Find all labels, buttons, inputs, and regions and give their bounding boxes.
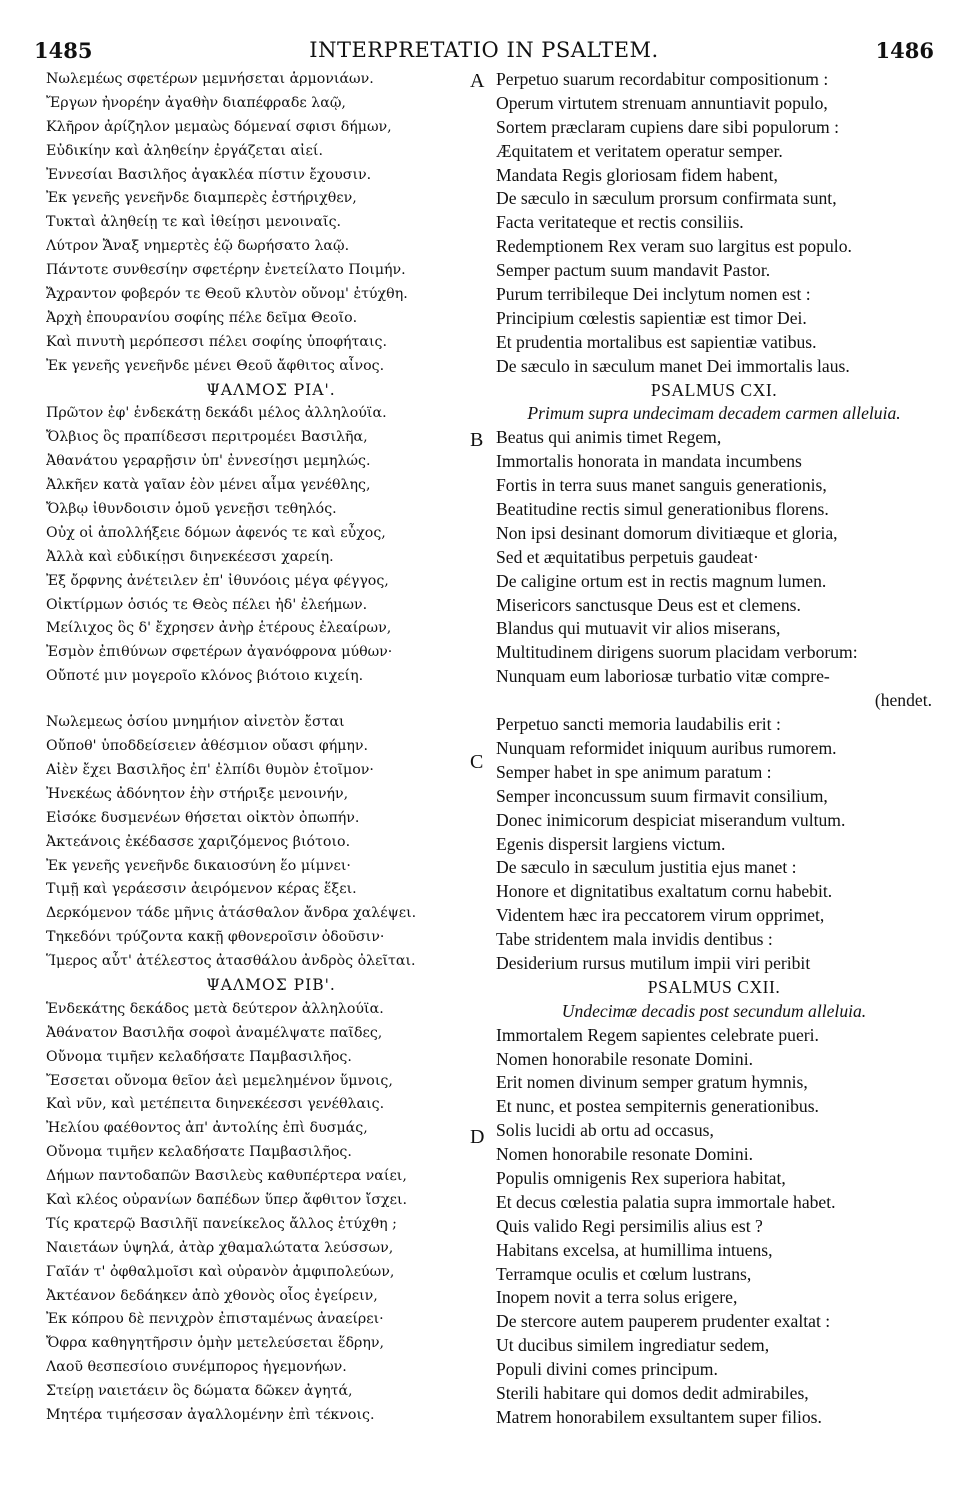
verse-line: Οὔποθ' ὑποδδείσειεν ἀθέσμιον οὔασι φήμην. <box>46 738 369 755</box>
section-marker-d: D <box>470 1126 485 1148</box>
verse-line: Misericors sanctusque Deus est et clemens. <box>496 594 801 615</box>
verse-line: Beatitudine rectis simul generationibus florens. <box>496 499 829 520</box>
verse-line: Inopem novit a terra solus erigere, <box>496 1287 738 1308</box>
greek-block-2 <box>46 402 466 689</box>
verse-line: Et nunc, et postea sempiternis generationibus. <box>496 1096 819 1117</box>
verse-line: Purum terribileque Dei inclytum nomen est : <box>496 284 811 305</box>
greek-block-4 <box>46 998 466 1428</box>
verse-line: Εὐδικίην καὶ ἀληθείην ἐργάζεται αἰεί. <box>46 142 323 159</box>
verse-line: Ὄλβιος ὃς πραπίδεσσι περιτρομέει Βασιλῆα, <box>46 429 368 446</box>
latin-psalm-heading-111: PSALMUS CXI. <box>650 379 778 400</box>
verse-line: Habitans excelsa, at humillima intuens, <box>496 1239 773 1260</box>
verse-line: Nomen honorabile resonate Domini. <box>496 1144 753 1165</box>
greek-block-3 <box>46 711 466 974</box>
verse-line: Ἀλκῆεν κατὰ γαῖαν ἑὸν μένει αἷμα γενέθλης, <box>46 477 371 494</box>
verse-line: Ἀθανάτου γεραρῇσιν ὑπ' ἐννεσίῃσι μεμηλώς. <box>46 453 371 470</box>
verse-line: Ὄλβῳ ἰθυνδοισιν ὁμοῦ γενεῇσι τεθηλός. <box>46 501 337 518</box>
verse-line: Γαῖάν τ' ὀφθαλμοῖσι καὶ οὐρανὸν ἀμφιπολεύων, <box>46 1263 395 1280</box>
section-marker-a: A <box>470 70 485 92</box>
verse-line: Nunquam reformidet iniquum auribus rumorem. <box>496 737 837 758</box>
verse-line: De stercore autem pauperem prudenter exaltat : <box>496 1311 831 1332</box>
greek-psalm-heading-111: ΨΑΛΜΟΣ ΡΙΑ'. <box>206 380 336 399</box>
verse-line: Νωλεμεως ὁσίου μνημήιον αἰνετὸν ἔσται <box>46 714 345 731</box>
verse-line: Ἄχραντον φοβερόν τε Θεοῦ κλυτὸν οὔνομ' ἐτύχθη. <box>46 286 408 303</box>
verse-line: Ἀκτέανον δεδάηκεν ἀπὸ χθονὸς οἷος ἐγείρειν, <box>46 1287 378 1304</box>
verse-line: Ἐξ ὄρφνης ἀνέτειλεν ἐπ' ἰθυνόοις μέγα φέγγος, <box>46 572 389 589</box>
verse-line: Mandata Regis gloriosam fidem habent, <box>496 164 778 185</box>
verse-line: Operum virtutem strenuam annuntiavit populo, <box>496 92 828 113</box>
verse-line: Νωλεμέως σφετέρων μεμνήσεται ἁρμονιάων. <box>46 71 374 87</box>
verse-line: Terramque oculis et cœlum lustrans, <box>496 1263 752 1284</box>
verse-line: Καὶ πινυτὴ μερόπεσσι πέλει σοφίης ὑποφήταις. <box>46 333 387 350</box>
verse-line: De sæculo in sæculum prorsum confirmata sunt, <box>496 188 837 209</box>
verse-line: Πρῶτον ἐφ' ἑνδεκάτῃ δεκάδι μέλος ἀλληλούϊα. <box>46 405 387 422</box>
verse-line: Donec inimicorum despiciat miserandum vultum. <box>496 809 846 830</box>
verse-line: Erit nomen divinum semper gratum hymnis, <box>496 1072 808 1093</box>
latin-block-4 <box>496 1024 932 1430</box>
verse-line: Fortis in terra suus manet sanguis generationis, <box>496 475 827 496</box>
latin-psalm-subtitle-112: Undecimæ decadis post secundum alleluia. <box>561 1000 867 1021</box>
verse-line: Blandus qui mutuavit vir alios miserans, <box>496 618 781 639</box>
verse-line: Et prudentia mortalibus est sapientiæ vatibus. <box>496 331 817 352</box>
running-title: INTERPRETATIO IN PSALTEM. <box>309 38 659 62</box>
verse-line: Στείρῃ ναιετάειν ὃς δώματα δῶκεν ἀγητά, <box>46 1383 353 1400</box>
verse-line: Quis valido Regi persimilis alius est ? <box>496 1215 763 1236</box>
verse-line: Λύτρον Ἄναξ νημερτὲς ἑῷ δωρήσατο λαῷ. <box>46 238 350 255</box>
verse-line: Μητέρα τιμήεσσαν ἀγαλλομένην ἐπὶ τέκνοις. <box>46 1406 375 1423</box>
verse-line: Κλῆρον ἀρίζηλον μεμαὼς δόμεναί σφισι δήμων, <box>46 118 392 135</box>
verse-line: Ἠνεκέως ἀδόνητον ἑὴν στήριξε μενοινήν, <box>46 785 349 802</box>
verse-line: Μείλιχος ὃς δ' ἔχρησεν ἀνὴρ ἑτέρους ἐλεαίρων, <box>46 620 392 637</box>
latin-psalm-heading-112: PSALMUS CXII. <box>647 976 781 997</box>
verse-line: Τηκεδόνι τρύζοντα κακῇ φθονεροῖσιν ὀδοῦσιν· <box>46 929 385 946</box>
verse-line: Δερκόμενον τάδε μῆνις ἀτάσθαλον ἄνδρα χαλέψει. <box>46 905 417 922</box>
latin-psalm-subtitle-111: Primum supra undecimam decadem carmen alleluia. <box>527 403 901 424</box>
section-marker-c: C <box>470 751 484 773</box>
verse-line: Perpetuo sancti memoria laudabilis erit : <box>496 714 781 735</box>
verse-line: Καὶ κλέος οὐρανίων δαπέδων ὕπερ ἄφθιτον ἴσχει. <box>46 1191 408 1208</box>
verse-line: Multitudinem dirigens suorum placidam verborum: <box>496 642 858 663</box>
verse-line: Ναιετάων ὑψηλά, ἀτὰρ χθαμαλώτατα λεύσσων, <box>46 1239 394 1256</box>
verse-line: Redemptionem Rex veram suo largitus est populo. <box>496 236 852 257</box>
verse-line: Tabe stridentem mala invidis dentibus : <box>496 929 773 950</box>
verse-line: Beatus qui animis timet Regem, <box>496 427 722 448</box>
verse-line: Desiderium rursus mutilum impii viri peribit <box>496 952 811 973</box>
verse-line: Solis lucidi ab ortu ad occasus, <box>496 1120 714 1141</box>
page-number-right: 1486 <box>875 38 934 63</box>
verse-line: Οἰκτίρμων ὁσιός τε Θεὸς πέλει ἠδ' ἐλεήμων. <box>46 596 368 613</box>
verse-line: Et decus cœlestia palatia supra immortale habet. <box>496 1191 836 1212</box>
greek-column <box>46 68 466 1428</box>
verse-line: Facta veritateque et rectis consiliis. <box>496 212 744 233</box>
verse-line: Populis omnigenis Rex superiora habitat, <box>496 1167 786 1188</box>
verse-line: Οὔποτέ μιν μογεροῖο κλόνος βιότοιο κιχείη. <box>46 668 364 685</box>
verse-line: Perpetuo suarum recordabitur compositionum : <box>496 69 829 89</box>
latin-block-2 <box>496 426 932 689</box>
verse-line: De sæculo in sæculum manet Dei immortalis laus. <box>496 355 850 376</box>
verse-line: Ἀκτεάνοις ἐκέδασσε χαριζόμενος βιότοιο. <box>46 833 351 850</box>
verse-line: Ὄφρα καθηγητῆρσιν ὁμὴν μετελεύσεται ἕδρην, <box>46 1335 384 1352</box>
verse-line: Sed et æquitatibus perpetuis gaudeat· <box>496 546 759 567</box>
verse-line: Matrem honorabilem exsultantem super filios. <box>496 1406 822 1427</box>
verse-line: Αἰὲν ἔχει Βασιλῆος ἐπ' ἐλπίδι θυμὸν ἑτοῖμον· <box>46 761 374 778</box>
verse-line: Ut ducibus similem ingrediatur sedem, <box>496 1335 770 1356</box>
verse-line: Principium cœlestis sapientiæ est timor Dei. <box>496 307 807 328</box>
page-header <box>34 38 934 68</box>
verse-line: Semper inconcussum suum firmavit consilium, <box>496 785 828 806</box>
verse-line: Τυκταὶ ἀληθείῃ τε καὶ ἰθείῃσι μενοιναῖς. <box>46 214 342 231</box>
verse-line: Egenis dispersit largiens victum. <box>496 833 726 854</box>
verse-line: Sortem præclaram cupiens dare sibi populorum : <box>496 116 840 137</box>
greek-block-1 <box>46 68 466 379</box>
greek-psalm-heading-112: ΨΑΛΜΟΣ ΡΙΒ'. <box>206 975 336 994</box>
latin-block-1 <box>496 68 932 379</box>
verse-line: Sterili habitare qui domos dedit admirabiles, <box>496 1382 809 1403</box>
verse-line: Æquitatem et veritatem operatur semper. <box>496 140 783 161</box>
verse-line: Ἀλλὰ καὶ εὐδικίῃσι διηνεκέεσσι χαρείη. <box>46 548 334 565</box>
verse-line: Λαοῦ θεσπεσίοιο συνέμπορος ἡγεμονήων. <box>46 1359 347 1376</box>
verse-line: Nomen honorabile resonate Domini. <box>496 1048 753 1069</box>
verse-line: Honore et dignitatibus exaltatum cornu habebit. <box>496 881 833 902</box>
verse-line: Semper habet in spe animum paratum : <box>496 761 772 782</box>
latin-continuation: (hendet. <box>874 690 932 711</box>
verse-line: Semper pactum suum mandavit Pastor. <box>496 260 771 281</box>
verse-line: Populi divini comes principum. <box>496 1359 718 1380</box>
verse-line: Ἐννεσίαι Βασιλῆος ἀγακλέα πίστιν ἔχουσιν. <box>46 166 372 183</box>
verse-line: Τιμῇ καὶ γεράεσσιν ἀειρόμενον κέρας ἕξει. <box>46 881 357 898</box>
verse-line: Ἐκ γενεῆς γενεῆνδε δικαιοσύνη ἕο μίμνει· <box>46 857 351 874</box>
verse-line: Τίς κρατερῷ Βασιλῆϊ πανείκελος ἄλλος ἐτύχθη ; <box>46 1215 397 1232</box>
verse-line: Πάντοτε συνθεσίην σφετέρην ἐνετείλατο Ποιμήν. <box>46 262 406 279</box>
verse-line: Non ipsi desinant domorum divitiæque et gloria, <box>496 522 838 543</box>
verse-line: Ἐκ γενεῆς γενεῆνδε μένει Θεοῦ ἄφθιτος αἶνος. <box>46 357 385 374</box>
verse-line: Immortalis honorata in mandata incumbens <box>496 451 802 472</box>
verse-line: Οὔνομα τιμῆεν κελαδήσατε Παμβασιλῆος. <box>46 1048 352 1065</box>
verse-line: Ἐκ κόπρου δὲ πενιχρὸν ἐπισταμένως ἀναείρει· <box>46 1311 384 1328</box>
verse-line: Δήμων παντοδαπῶν Βασιλεὺς καθυπέρτερα ναίει, <box>46 1168 407 1185</box>
verse-line: De sæculo in sæculum justitia ejus manet : <box>496 857 797 878</box>
verse-line: Nunquam eum laboriosæ turbatio vitæ compre- <box>496 666 830 687</box>
verse-line: Videntem hæc ira peccatorem virum opprimet, <box>496 905 825 926</box>
latin-block-3 <box>496 713 932 976</box>
verse-line: Οὐχ οἱ ἀπολλήξειε δόμων ἀφενός τε καὶ εὖχος, <box>46 524 386 541</box>
verse-line: Οὔνομα τιμῆεν κελαδήσατε Παμβασιλῆος. <box>46 1144 352 1161</box>
section-marker-b: B <box>470 429 484 451</box>
verse-line: Ἠελίου φαέθοντος ἀπ' ἀντολίης ἐπὶ δυσμάς, <box>46 1120 368 1137</box>
verse-line: Ἐκ γενεῆς γενεῆνδε διαμπερὲς ἐστήριχθεν, <box>46 190 357 207</box>
page-number-left: 1485 <box>34 38 93 63</box>
verse-line: De caligine ortum est in rectis magnum lumen. <box>496 570 827 591</box>
verse-line: Ἀθάνατον Βασιλῆα σοφοὶ ἀναμέλψατε παῖδες, <box>46 1024 383 1041</box>
verse-line: Ἐσμὸν ἐπιθύνων σφετέρων ἀγανόφρονα μύθων· <box>46 644 393 661</box>
verse-line: Καὶ νῦν, καὶ μετέπειτα διηνεκέεσσι γενέθλαις. <box>46 1096 385 1113</box>
verse-line: Ἔργων ἠνορέην ἀγαθὴν διαπέφραδε λαῷ, <box>46 94 346 111</box>
verse-line: Ἑνδεκάτης δεκάδος μετὰ δεύτερον ἀλληλούϊα. <box>46 1000 384 1017</box>
verse-line: Immortalem Regem sapientes celebrate pueri. <box>496 1024 819 1045</box>
latin-column <box>496 68 932 1430</box>
verse-line: Ἀρχὴ ἐπουρανίου σοφίης πέλε δεῖμα Θεοῖο. <box>46 309 358 326</box>
stanza-gap <box>46 689 466 711</box>
verse-line: Ἔσσεται οὔνομα θεῖον ἀεὶ μεμελημένον ὕμνοις, <box>46 1072 393 1089</box>
verse-line: Εἰσόκε δυσμενέων θήσεται οἰκτὸν ὀπωπήν. <box>46 809 360 826</box>
verse-line: Ἵμερος αὖτ' ἀτέλεστος ἀτασθάλου ἀνδρὸς ὀλεῖται. <box>46 953 416 970</box>
